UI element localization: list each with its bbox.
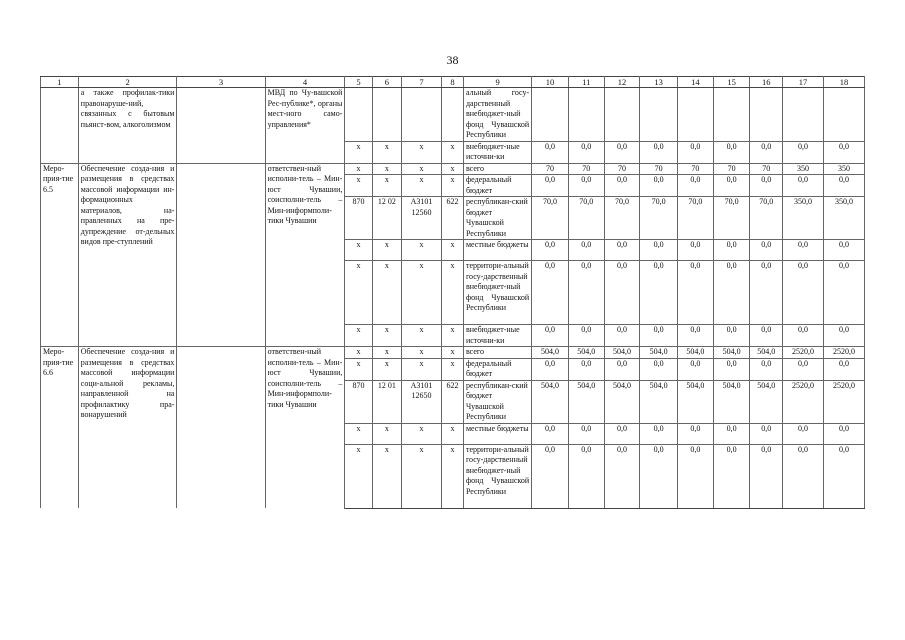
value-cell	[823, 88, 864, 142]
value-cell: 504,0	[640, 380, 678, 423]
value-cell: 70,0	[568, 197, 604, 240]
value-cell: 0,0	[713, 358, 750, 380]
value-cell: 0,0	[604, 325, 640, 347]
value-cell: 0,0	[604, 240, 640, 261]
value-cell	[783, 88, 824, 142]
funding-source-cell: внебюджет-ные источни-ки	[463, 141, 531, 163]
value-cell: 504,0	[678, 380, 714, 423]
value-cell: 0,0	[604, 261, 640, 325]
value-cell: 0,0	[678, 175, 714, 197]
value-cell: 350,0	[823, 197, 864, 240]
code-cell	[372, 88, 401, 142]
value-cell: 0,0	[713, 175, 750, 197]
value-cell: 0,0	[783, 141, 824, 163]
executor-cell: ответствен-ный исполни-тель – Мин-юст Чувашии, соисполни-тель – Мин-информпoли-тики Чувашии	[265, 163, 345, 347]
value-cell	[640, 88, 678, 142]
column-number-cell: 18	[823, 77, 864, 88]
value-cell: 504,0	[750, 347, 783, 359]
measure-label: Меро-прия-тие 6.5	[41, 163, 79, 347]
column-number-cell: 15	[713, 77, 750, 88]
code-cell: x	[345, 358, 372, 380]
code-cell: x	[402, 240, 442, 261]
value-cell: 0,0	[823, 444, 864, 508]
funding-source-cell: местные бюджеты	[463, 240, 531, 261]
value-cell: 350	[783, 163, 824, 175]
funding-source-cell: альный госу-дарственный внебюджет-ный фонд Чувашской Республики	[463, 88, 531, 142]
value-cell: 0,0	[713, 261, 750, 325]
page-number: 38	[446, 53, 459, 67]
value-cell: 504,0	[532, 380, 569, 423]
description-cell: Обеспечение созда-ния и размещения в средствах массовой информации ин-формационных материалов, на-правленных на пре-дупреждение от-дельных видов пре-ступлений	[78, 163, 177, 347]
value-cell: 70	[568, 163, 604, 175]
funding-source-cell: всего	[463, 347, 531, 359]
column-number-cell: 2	[78, 77, 177, 88]
code-cell: x	[402, 175, 442, 197]
value-cell: 0,0	[678, 141, 714, 163]
value-cell: 0,0	[750, 444, 783, 508]
code-cell: x	[402, 358, 442, 380]
empty-cell	[177, 88, 265, 164]
value-cell	[713, 88, 750, 142]
code-cell: 870	[345, 197, 372, 240]
value-cell: 0,0	[713, 325, 750, 347]
value-cell: 0,0	[532, 261, 569, 325]
column-number-cell: 6	[372, 77, 401, 88]
column-number-cell: 5	[345, 77, 372, 88]
value-cell: 0,0	[823, 358, 864, 380]
column-number-cell: 8	[441, 77, 463, 88]
measure-cell	[41, 88, 79, 164]
value-cell	[604, 88, 640, 142]
code-cell: x	[441, 347, 463, 359]
value-cell: 0,0	[532, 175, 569, 197]
code-cell: x	[441, 358, 463, 380]
value-cell: 2520,0	[783, 380, 824, 423]
value-cell: 70	[678, 163, 714, 175]
value-cell: 0,0	[783, 175, 824, 197]
budget-table	[40, 76, 865, 509]
value-cell: 0,0	[823, 141, 864, 163]
value-cell: 0,0	[783, 325, 824, 347]
value-cell: 0,0	[640, 261, 678, 325]
value-cell: 504,0	[604, 347, 640, 359]
value-cell: 70	[532, 163, 569, 175]
value-cell: 504,0	[568, 347, 604, 359]
value-cell: 70	[604, 163, 640, 175]
value-cell: 70,0	[532, 197, 569, 240]
empty-cell	[177, 163, 265, 347]
column-number-cell: 13	[640, 77, 678, 88]
description-cell: а также профилак-тики правонаруше-ний, связанных с бытовым пьянст-вом, алкоголизмом	[78, 88, 177, 164]
value-cell: 70,0	[604, 197, 640, 240]
value-cell: 0,0	[532, 444, 569, 508]
value-cell: 0,0	[713, 423, 750, 444]
executor-cell: ответствен-ный исполни-тель – Мин-юст Чувашии, соисполни-тель – Мин-информпoли-тики Чувашии	[265, 347, 345, 509]
code-cell: 12 01	[372, 380, 401, 423]
column-number-row	[41, 77, 865, 88]
value-cell: 0,0	[783, 358, 824, 380]
column-number-cell: 11	[568, 77, 604, 88]
value-cell: 70,0	[640, 197, 678, 240]
value-cell: 0,0	[640, 444, 678, 508]
value-cell: 0,0	[823, 240, 864, 261]
value-cell: 504,0	[568, 380, 604, 423]
value-cell: 70	[640, 163, 678, 175]
value-cell: 0,0	[678, 423, 714, 444]
code-cell: x	[402, 423, 442, 444]
code-cell: x	[402, 163, 442, 175]
value-cell: 350	[823, 163, 864, 175]
value-cell: 0,0	[678, 325, 714, 347]
value-cell: 504,0	[532, 347, 569, 359]
code-cell: x	[372, 261, 401, 325]
column-number-cell: 14	[678, 77, 714, 88]
value-cell: 0,0	[750, 358, 783, 380]
code-cell: x	[402, 261, 442, 325]
code-cell: x	[372, 444, 401, 508]
funding-source-cell: республикан-ский бюджет Чувашской Республики	[463, 197, 531, 240]
value-cell: 0,0	[783, 240, 824, 261]
value-cell: 0,0	[678, 261, 714, 325]
code-cell: 622	[441, 380, 463, 423]
code-cell: 12 02	[372, 197, 401, 240]
code-cell	[441, 88, 463, 142]
value-cell: 0,0	[604, 358, 640, 380]
code-cell: x	[372, 347, 401, 359]
value-cell: 0,0	[678, 240, 714, 261]
code-cell: x	[345, 325, 372, 347]
column-number-cell: 1	[41, 77, 79, 88]
column-number-cell: 9	[463, 77, 531, 88]
value-cell	[678, 88, 714, 142]
value-cell: 0,0	[783, 444, 824, 508]
empty-cell	[177, 347, 265, 509]
value-cell: 0,0	[823, 325, 864, 347]
value-cell: 0,0	[604, 444, 640, 508]
value-cell: 350,0	[783, 197, 824, 240]
column-number-cell: 16	[750, 77, 783, 88]
value-cell: 0,0	[568, 175, 604, 197]
value-cell	[568, 88, 604, 142]
value-cell: 0,0	[783, 423, 824, 444]
value-cell: 0,0	[532, 423, 569, 444]
value-cell: 0,0	[823, 261, 864, 325]
column-number-cell: 7	[402, 77, 442, 88]
funding-source-cell: территори-альный госу-дарственный внебюджет-ный фонд Чувашской Республики	[463, 261, 531, 325]
code-cell: x	[345, 141, 372, 163]
code-cell: x	[372, 358, 401, 380]
value-cell: 0,0	[678, 444, 714, 508]
value-cell: 70,0	[713, 197, 750, 240]
value-cell: 0,0	[750, 423, 783, 444]
code-cell: x	[372, 163, 401, 175]
value-cell: 0,0	[783, 261, 824, 325]
value-cell: 0,0	[640, 325, 678, 347]
value-cell: 0,0	[750, 175, 783, 197]
column-number-cell: 10	[532, 77, 569, 88]
code-cell: x	[372, 240, 401, 261]
code-cell: x	[441, 175, 463, 197]
value-cell: 0,0	[532, 141, 569, 163]
value-cell: 0,0	[568, 423, 604, 444]
code-cell: x	[441, 325, 463, 347]
code-cell: x	[441, 163, 463, 175]
executor-cell: МВД по Чу-вашской Рес-публике*, органы мест-ного само-управления*	[265, 88, 345, 164]
value-cell: 0,0	[568, 261, 604, 325]
value-cell: 0,0	[604, 423, 640, 444]
funding-source-cell: республикан-ский бюджет Чувашской Республики	[463, 380, 531, 423]
code-cell: x	[345, 163, 372, 175]
code-cell: x	[345, 240, 372, 261]
funding-source-cell: территори-альный госу-дарственный внебюджет-ный фонд Чувашской Республики	[463, 444, 531, 508]
value-cell: 0,0	[568, 325, 604, 347]
code-cell	[345, 88, 372, 142]
value-cell: 0,0	[750, 240, 783, 261]
value-cell: 2520,0	[823, 380, 864, 423]
value-cell: 0,0	[532, 325, 569, 347]
code-cell: x	[402, 444, 442, 508]
code-cell: x	[402, 325, 442, 347]
value-cell: 504,0	[713, 380, 750, 423]
value-cell: 0,0	[568, 240, 604, 261]
value-cell: 0,0	[532, 240, 569, 261]
column-number-cell: 12	[604, 77, 640, 88]
value-cell: 504,0	[678, 347, 714, 359]
value-cell: 0,0	[750, 141, 783, 163]
value-cell: 0,0	[640, 358, 678, 380]
value-cell: 0,0	[823, 423, 864, 444]
measure-label: Меро-прия-тие 6.6	[41, 347, 79, 509]
value-cell: 0,0	[640, 423, 678, 444]
value-cell: 0,0	[640, 141, 678, 163]
value-cell: 70	[750, 163, 783, 175]
funding-source-cell: всего	[463, 163, 531, 175]
code-cell: А3101 12560	[402, 197, 442, 240]
value-cell: 2520,0	[783, 347, 824, 359]
value-cell: 0,0	[713, 444, 750, 508]
code-cell: x	[402, 141, 442, 163]
column-number-cell: 17	[783, 77, 824, 88]
value-cell: 504,0	[713, 347, 750, 359]
funding-source-cell: внебюджет-ные источни-ки	[463, 325, 531, 347]
code-cell: А3101 12650	[402, 380, 442, 423]
value-cell: 0,0	[568, 358, 604, 380]
code-cell: x	[345, 423, 372, 444]
value-cell	[750, 88, 783, 142]
code-cell: x	[441, 141, 463, 163]
table-body	[41, 77, 865, 509]
code-cell: x	[372, 175, 401, 197]
code-cell: x	[345, 261, 372, 325]
code-cell: x	[372, 423, 401, 444]
value-cell: 0,0	[568, 141, 604, 163]
value-cell: 504,0	[604, 380, 640, 423]
column-number-cell: 4	[265, 77, 345, 88]
code-cell: x	[441, 423, 463, 444]
value-cell: 0,0	[750, 261, 783, 325]
value-cell: 2520,0	[823, 347, 864, 359]
value-cell: 0,0	[713, 141, 750, 163]
value-cell: 0,0	[750, 325, 783, 347]
value-cell: 0,0	[604, 175, 640, 197]
code-cell: x	[372, 141, 401, 163]
table-row	[41, 347, 865, 359]
value-cell: 70	[713, 163, 750, 175]
value-cell: 0,0	[823, 175, 864, 197]
value-cell: 0,0	[568, 444, 604, 508]
value-cell: 0,0	[678, 358, 714, 380]
column-number-cell: 3	[177, 77, 265, 88]
funding-source-cell: местные бюджеты	[463, 423, 531, 444]
code-cell: x	[402, 347, 442, 359]
code-cell: x	[441, 240, 463, 261]
code-cell: x	[345, 444, 372, 508]
code-cell: x	[345, 347, 372, 359]
code-cell: x	[372, 325, 401, 347]
value-cell: 0,0	[532, 358, 569, 380]
code-cell: x	[345, 175, 372, 197]
table-row	[41, 163, 865, 175]
funding-source-cell: федеральный бюджет	[463, 358, 531, 380]
value-cell: 0,0	[713, 240, 750, 261]
code-cell	[402, 88, 442, 142]
value-cell: 0,0	[604, 141, 640, 163]
code-cell: x	[441, 444, 463, 508]
code-cell: x	[441, 261, 463, 325]
value-cell: 70,0	[678, 197, 714, 240]
value-cell: 504,0	[750, 380, 783, 423]
value-cell: 504,0	[640, 347, 678, 359]
funding-source-cell: федеральный бюджет	[463, 175, 531, 197]
description-cell: Обеспечение созда-ния и размещения в средствах массовой информации соци-альной рекламы, направленной на профилактику пра-вонарушений	[78, 347, 177, 509]
table-row	[41, 88, 865, 142]
value-cell: 0,0	[640, 175, 678, 197]
value-cell: 70,0	[750, 197, 783, 240]
value-cell: 0,0	[640, 240, 678, 261]
code-cell: 622	[441, 197, 463, 240]
value-cell	[532, 88, 569, 142]
code-cell: 870	[345, 380, 372, 423]
